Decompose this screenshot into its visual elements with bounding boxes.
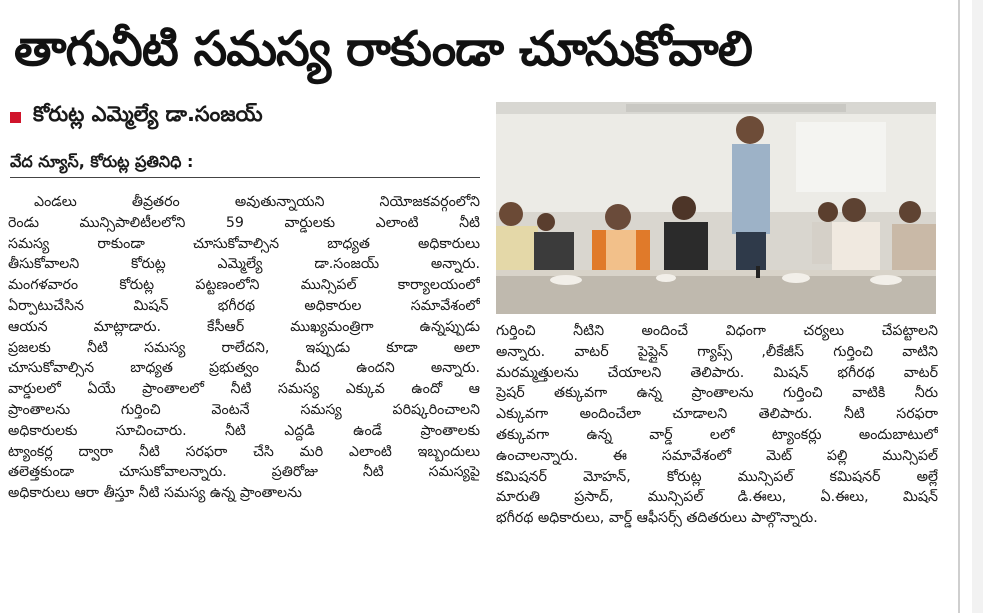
article-line: అన్నారు. వాటర్ పైప్లైన్ గ్యాప్స్ ,లీకేజీస్ గుర్తించి వాటిని (496, 343, 938, 360)
article-column-right (496, 321, 938, 529)
article-column-left (8, 192, 480, 504)
article-line: ఎక్కువగా అందించేలా చూడాలని తెలిపారు. నీటి సరఫరా (496, 406, 938, 423)
article-line: వార్డులలో ఏయే ప్రాంతాలలో నీటి సమస్య ఎక్కువ ఉందో ఆ (8, 381, 480, 398)
article-line: భగీరథ అధికారులు, వార్డ్ ఆఫీసర్స్ తదితరులు పాల్గొన్నారు. (496, 510, 818, 527)
article-line: సమస్య రాకుండా చూసుకోవాల్సిన బాధ్యత అధికారులు (8, 235, 480, 252)
headline: తాగునీటి సమస్య రాకుండా చూసుకోవాలి (14, 21, 752, 77)
red-square-bullet-icon (10, 112, 21, 123)
article-line: చూసుకోవాల్సిన బాధ్యత ప్రభుత్వం మీద ఉందని అన్నారు. (8, 360, 480, 377)
column-divider (958, 0, 960, 613)
article-line: ట్యాంకర్ల ద్వారా నీటి సరఫరా చేసి మరి ఎలాంటి ఇబ్బందులు (8, 443, 480, 460)
article-line: మారుతి ప్రసాద్, మున్సిపల్ డి.ఈలు, ఏ.ఈలు, మిషన్ (496, 489, 938, 506)
article-line: ఏర్పాటుచేసిన మిషన్ భగీరథ అధికారుల సమావేశంలో (8, 297, 480, 314)
article-line: మంగళవారం కోరుట్ల పట్టణంలోని మున్సిపల్ కార్యాలయంలో (8, 277, 480, 294)
article-line: తక్కువగా ఉన్న వార్డ్ లలో ట్యాంకర్లు అందుబాటులో (496, 426, 938, 443)
meeting-photo (496, 102, 936, 314)
article-line: ఉంచాలన్నారు. ఈ సమావేశంలో మెట్ పల్లి మున్సిపల్ (496, 447, 938, 464)
article-line: ప్రాంతాలను గుర్తించి వెంటనే సమస్య పరిష్కరించాలని (8, 401, 480, 418)
article-line: మరమ్మత్తులను చేయాలని తెలిపారు. మిషన్ భగీరథ వాటర్ (496, 364, 938, 381)
article-line: అధికారులకు సూచించారు. నీటి ఎద్దడి ఉండే ప్రాంతాలకు (8, 422, 480, 439)
byline (10, 100, 263, 134)
article-line: తలెత్తకుండా చూసుకోవాలన్నారు. ప్రతిరోజు నీటి సమస్యపై (8, 464, 480, 481)
article-line: ఎండలు తీవ్రతరం అవుతున్నాయని నియోజకవర్గంలోని (34, 194, 480, 210)
article-line: ప్రెషర్ తక్కువగా ఉన్న ప్రాంతాలను గుర్తించి వాటికి నీరు (496, 385, 938, 402)
dateline: వేద న్యూస్, కోరుట్ల ప్రతినిధి : (10, 147, 480, 178)
article-line: అధికారులు ఆరా తీస్తూ నీటి సమస్య ఉన్న ప్రాంతాలను (8, 485, 302, 502)
byline-text: కోరుట్ల ఎమ్మెల్యే డా.సంజయ్ (33, 102, 263, 126)
article-line: తీసుకోవాలని కోరుట్ల ఎమ్మెల్యే డా.సంజయ్ అన్నారు. (8, 256, 480, 273)
article-line: రెండు మున్సిపాలిటీలలోని 59 వార్డులకు ఎలాంటి నీటి (8, 214, 480, 231)
adjacent-page-edge (972, 0, 983, 613)
article-line: కమిషనర్ మోహన్, కోరుట్ల మున్సిపల్ కమిషనర్ అల్లే (496, 468, 938, 485)
article-line: గుర్తించి నీటిని అందించే విధంగా చర్యలు చేపట్టాలని (496, 323, 938, 339)
article-line: ఆయన మాట్లాడారు. కేసీఆర్ ముఖ్యమంత్రిగా ఉన్నప్పుడు (8, 318, 480, 335)
article-line: ప్రజలకు నీటి సమస్య రాలేదని, ఇప్పుడు కూడా అలా (8, 339, 480, 356)
meeting-photo-illustration (496, 102, 936, 314)
